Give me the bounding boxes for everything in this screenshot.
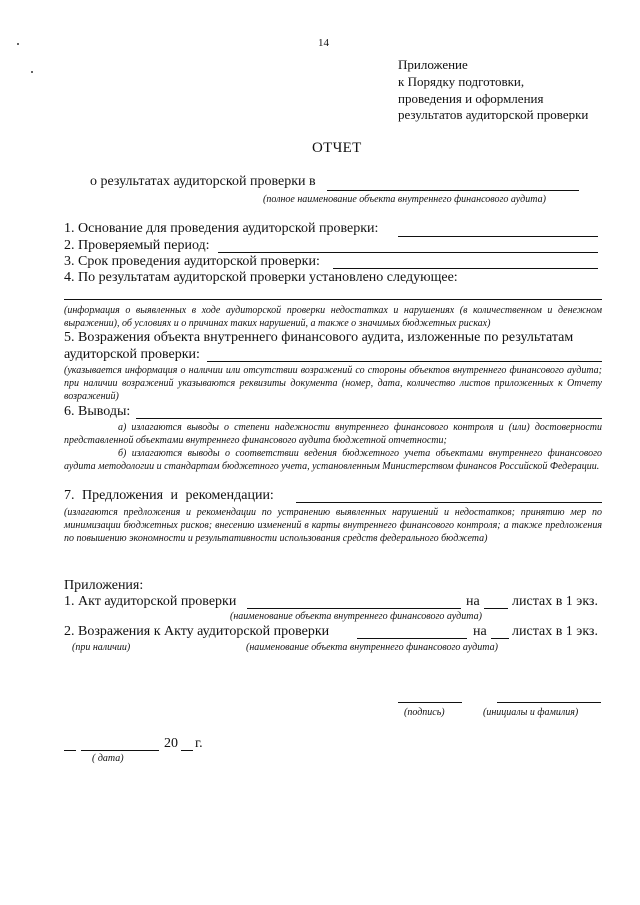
item-2-period: 2. Проверяемый период: <box>64 238 210 253</box>
item-4-hint: (информация о выявленных в ходе аудиторской проверки недостатках и нарушениях (в количественном и денежном выражении), об условиях и о причинах таких нарушений, а также о значимых бюджетных рисках) <box>64 305 602 329</box>
item-3-duration: 3. Срок проведения аудиторской проверки: <box>64 254 320 269</box>
signature-line <box>398 702 462 703</box>
item-7-line <box>296 502 602 503</box>
date-hint: ( дата) <box>92 753 124 764</box>
attachment-1-label: 1. Акт аудиторской проверки <box>64 594 237 609</box>
attachment-2-on: на <box>473 624 487 639</box>
date-year-suffix: г. <box>195 736 203 751</box>
object-name-line <box>327 190 579 191</box>
item-1-basis: 1. Основание для проведения аудиторской проверки: <box>64 221 379 236</box>
signature-hint: (подпись) <box>404 707 445 718</box>
item-6-hint-a: а) излагаются выводы о степени надежности внутреннего финансового контроля и (или) достоверности представленной объектами внутреннего финансового аудита бюджетной отчетности; <box>64 422 602 446</box>
attachment-1-hint: (наименование объекта внутреннего финансового аудита) <box>230 611 482 622</box>
item-3-line <box>333 268 598 269</box>
item-7-hint: (излагаются предложения и рекомендации по устранению выявленных нарушений и недостатков; принятию мер по минимизации бюджетных рисков; внесению изменений в карты внутреннего финансового контроля; а также предложения по повышению экономности и результативности использования средств федерального бюджета) <box>64 507 602 544</box>
item-1-line <box>398 236 598 237</box>
appendix-header-line2: к Порядку подготовки, <box>398 74 525 89</box>
date-year-prefix: 20 <box>164 736 178 751</box>
page-number: 14 <box>318 37 329 49</box>
date-month-line <box>81 750 159 751</box>
scan-speck <box>17 43 19 45</box>
item-6-conclusions: 6. Выводы: <box>64 404 131 419</box>
name-hint: (инициалы и фамилия) <box>483 707 579 718</box>
item-7-proposals: 7. Предложения и рекомендации: <box>64 488 274 503</box>
item-2-line <box>218 252 598 253</box>
attachment-1-sheets: листах в 1 экз. <box>512 594 598 609</box>
appendix-header-line1: Приложение <box>398 57 468 72</box>
item-4-line <box>64 299 602 300</box>
item-5-objections-line2: аудиторской проверки: <box>64 347 200 362</box>
scan-speck <box>31 71 33 73</box>
attachment-2-name-line <box>357 638 467 639</box>
attachments-heading: Приложения: <box>64 578 144 593</box>
appendix-header-line4: результатов аудиторской проверки <box>398 107 589 122</box>
attachment-1-name-line <box>247 608 461 609</box>
document-title: ОТЧЕТ <box>312 140 362 156</box>
attachment-2-label: 2. Возражения к Акту аудиторской проверки <box>64 624 330 639</box>
item-5-hint: (указывается информация о наличии или отсутствии возражений со стороны объектов внутреннего финансового аудита; при наличии возражений указываются реквизиты документа (номер, дата, количество листов приложенных к Отчету возражений) <box>64 365 602 402</box>
attachment-2-hint: (наименование объекта внутреннего финансового аудита) <box>246 642 498 653</box>
attachment-2-count-line <box>491 638 509 639</box>
date-year-line <box>181 750 193 751</box>
appendix-header-line3: проведения и оформления <box>398 91 544 106</box>
attachment-2-sheets: листах в 1 экз. <box>512 624 598 639</box>
item-6-line <box>136 418 602 419</box>
attachment-1-on: на <box>466 594 480 609</box>
item-6-hint-b: б) излагаются выводы о соответствии ведения бюджетного учета объектами внутреннего финансового аудита методологии и стандартам бюджетного учета, установленным Министерством финансов Российской Федерации. <box>64 448 602 472</box>
object-name-hint: (полное наименование объекта внутреннего финансового аудита) <box>263 194 546 205</box>
date-day-line <box>64 750 76 751</box>
item-5-line <box>207 361 602 362</box>
item-4-findings: 4. По результатам аудиторской проверки установлено следующее: <box>64 270 458 285</box>
attachment-2-hint-left: (при наличии) <box>72 642 131 653</box>
attachment-1-count-line <box>484 608 508 609</box>
name-line <box>497 702 601 703</box>
report-subtitle: о результатах аудиторской проверки в <box>90 174 316 189</box>
item-5-objections-line1: 5. Возражения объекта внутреннего финансового аудита, изложенные по результатам <box>64 330 574 345</box>
